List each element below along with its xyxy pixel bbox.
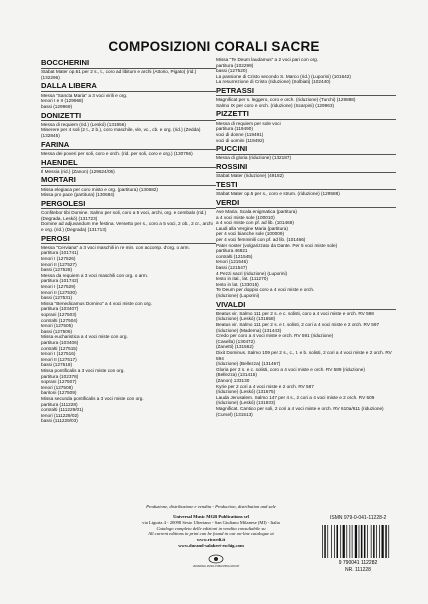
catalog-entry: Missa pontificalis a 3 voci miste con org. bbox=[41, 367, 125, 373]
catalog-entry: Stabat Mater op.5 per s., coro e strum. (riduzione) (129588) bbox=[216, 191, 340, 197]
barcode-bar bbox=[349, 525, 350, 558]
composer-heading: TESTI bbox=[216, 181, 396, 191]
catalog-entry: Laudi alla Vergine Maria (partitura) bbox=[216, 225, 288, 231]
catalog-entry: voci di uomini (119492) bbox=[216, 137, 265, 143]
catalog-entry: tenori I (127526) bbox=[41, 256, 76, 262]
composer-heading: MORTARI bbox=[41, 176, 216, 186]
catalog-entry: soprani (127507) bbox=[41, 379, 77, 385]
catalog-entry: La resurrezione di Cristo (riduzione) (Solbiati) (102440) bbox=[216, 79, 331, 85]
catalog-entry: Ave Maria. Scala enigmatica (partitura) bbox=[216, 209, 297, 215]
catalog-entry: (Zanetti) (131562) bbox=[216, 344, 254, 350]
catalog-entry: partitura (103406) bbox=[41, 339, 79, 345]
catalog-entry: partitura (103407) bbox=[41, 306, 79, 312]
footer-line-catalogue: Catalogo completo delle edizioni in vendita consultabile su bbox=[156, 526, 266, 531]
catalog-entry: Magnificat per s. leggero, coro e orch. (riduzione) (Turchi) (129888) bbox=[216, 97, 356, 103]
catalog-entry: Missa elegiaca per coro misto e org. (partitura) (130682) bbox=[41, 186, 158, 192]
catalog-entry: partitura (102378) bbox=[41, 373, 79, 379]
barcode-bar bbox=[322, 525, 323, 558]
footer-link-durand[interactable]: www.durand-salabert-eschig.com bbox=[178, 543, 244, 548]
composer-heading: PERGOLESI bbox=[41, 200, 216, 210]
footer-line-address: via Liguria 4 - 20098 Sesto Ulteriano - San Giuliano Milanese (MI) - Italia bbox=[142, 520, 280, 525]
catalog-entry: 4 Pezzi sacri (riduzione) (Luporini) bbox=[216, 270, 288, 276]
barcode-bar bbox=[364, 525, 366, 558]
catalog-entry: Messa dei poveri per soli, coro e orch. (rid. per soli, coro e org.) (130756) bbox=[41, 150, 193, 156]
universal-logo bbox=[192, 552, 240, 570]
catalog-entry: tenori I (127516) bbox=[41, 351, 76, 357]
catalog-entry: La passione di Cristo secondo S. Marco (rid.) (Luporini) (101642) bbox=[216, 73, 351, 79]
footer-line-catalogue-en: All current editions in print can be found in our on-line catalogue at bbox=[148, 531, 274, 536]
barcode-bar bbox=[331, 525, 332, 558]
composer-heading: BOCCHERINI bbox=[41, 59, 216, 69]
catalog-entry: partitura (101741) bbox=[41, 250, 79, 256]
catalog-entry: bassi (111229/03) bbox=[41, 418, 78, 424]
catalog-entry: per 4 voci femminili con pf. ad lib. (101466) bbox=[216, 237, 306, 243]
barcode-bar bbox=[385, 525, 387, 558]
catalog-entry: Messa di requiem (rid.) (Leskó) (131956) bbox=[41, 121, 126, 127]
catalog-number: NR. 111228 bbox=[345, 567, 371, 573]
footer-line-publisher: Universal Music MGB Publications srl bbox=[173, 514, 249, 519]
catalog-entry: Confitebor tibi Domine. Salmo per soli, coro a 5 voci, archi, org. e cembalo (rid.) (Degrada, Leskó) (131723) bbox=[41, 210, 207, 221]
barcode-bar bbox=[376, 525, 377, 558]
composer-heading: DONIZETTI bbox=[41, 112, 216, 122]
catalog-entry: contralti (121545) bbox=[216, 253, 253, 259]
catalog-entry: soprani (127503) bbox=[41, 312, 77, 317]
composer-heading: VERDI bbox=[216, 199, 396, 209]
composer-heading: ROSSINI bbox=[216, 163, 396, 173]
catalog-entry: Missa "Benedicamus Domino" a 4 voci miste con org. bbox=[41, 300, 152, 306]
right-column bbox=[216, 57, 396, 417]
catalog-entry: Lauda Jerusalem. Salmo 147 per 4 s., 2 cori a 4 voci miste e 2 orch. RV 609 (riduzione) (Leskó) (131933) bbox=[216, 394, 375, 406]
composer-heading: DALLA LIBERA bbox=[41, 82, 216, 92]
catalog-entry: testo in ital., lat. (111270) bbox=[216, 276, 268, 282]
catalog-entry: Salmo IX per coro e orch. (riduzione) (Scarpini) (129963) bbox=[216, 102, 335, 108]
barcode-bar bbox=[340, 525, 341, 558]
catalog-entry: Te Deum per doppio coro a 4 voci miste e orch. bbox=[216, 287, 315, 293]
ismn-label: ISMN 979-0-041-11228-2 bbox=[330, 515, 387, 521]
catalog-entry: Messa da requiem a 3 voci maschili con org. o arm. bbox=[41, 272, 149, 278]
barcode-bar bbox=[388, 525, 389, 558]
catalog-entry: Missa pro pace (partitura) (130684) bbox=[41, 192, 115, 198]
composer-heading: VIVALDI bbox=[216, 301, 396, 311]
catalog-entry: Domine ad adjuvandum me festina. Versetto per s., coro a 5 voci, 2 ob., 2 cr., archi e org. (rid.) (Degrada) (131713) bbox=[41, 221, 213, 232]
catalog-entry: Il Messia (rid.) (Zanon) (129624/05) bbox=[41, 168, 115, 174]
catalog-entry: Messa "Cerviana" a 3 voci maschili in re min. con accomp. d'org. o arm. bbox=[41, 244, 190, 250]
barcode-bar bbox=[382, 525, 384, 558]
barcode-bar bbox=[327, 525, 328, 558]
catalog-entry: Messa di gloria (riduzione) (132187) bbox=[216, 155, 292, 161]
catalog-entry: contralti (111229/01) bbox=[41, 407, 84, 413]
page-title: COMPOSIZIONI CORALI SACRE bbox=[108, 39, 320, 54]
barcode-bar bbox=[334, 525, 335, 558]
footer-line-production: Produzione, distribuzione e vendita - Production, distribution and sale bbox=[146, 504, 276, 509]
catalog-entry: tenori I (127529) bbox=[41, 284, 76, 290]
catalog-entry: bassi (127520) bbox=[216, 68, 248, 74]
barcode-digits: 9 790041 112282 bbox=[338, 560, 378, 566]
composer-heading: PETRASSI bbox=[216, 87, 396, 97]
barcode-bar bbox=[346, 525, 347, 558]
catalog-entry: partitura (119490) bbox=[216, 126, 253, 132]
catalog-entry: Stabat Mater (riduzione) (49182) bbox=[216, 173, 284, 179]
barcode-bar bbox=[361, 525, 363, 558]
barcode-bar bbox=[379, 525, 380, 558]
catalog-entry: Miserere per 4 soli (2 t., 2 b.), coro maschile, vle, vc., cb. e org. (rid.) (Zedda) (132845) bbox=[41, 127, 201, 139]
catalog-entry: Beatus vir. Salmo 111 per 2 s. e c. solisti, coro a 4 voci miste e orch. RV 598 (riduzione) (Leskó) (131658) bbox=[216, 310, 374, 322]
catalog-entry: tenori II (127527) bbox=[41, 261, 77, 267]
catalog-entry: Magnificat. Cantico per soli, 2 cori a 4 voci miste e orch. RV 610a/611 (riduzione) (Cursel) (131513) bbox=[216, 405, 384, 417]
catalog-entry: Gloria per 2 s. e c. solisti, coro a 4 voci miste e orch. RV 589 (riduzione) bbox=[216, 366, 365, 372]
catalog-entry: Messa "Sancta Maria" a 3 voci virili e org. bbox=[41, 92, 128, 98]
barcode-bar bbox=[359, 525, 360, 558]
catalog-entry: tenori (127508) bbox=[41, 384, 73, 390]
catalog-entry: tenori II (127530) bbox=[41, 289, 77, 295]
catalog-entry: tenori I e II (129968) bbox=[41, 98, 84, 104]
catalog-entry: Kyrie per 2 cori a 4 voci miste e 2 orch. RV 587 bbox=[216, 383, 314, 389]
catalog-entry: a 4 voci miste con pf. ad lib. (101468) bbox=[216, 220, 294, 226]
catalog-entry: tenori (111229/02) bbox=[41, 412, 79, 418]
barcode-bar bbox=[324, 525, 326, 558]
catalog-entry: partitura (111228) bbox=[41, 401, 78, 407]
barcode-bar bbox=[371, 525, 372, 558]
barcode bbox=[318, 523, 398, 565]
composer-heading: FARINA bbox=[41, 141, 216, 151]
composer-heading: PEROSI bbox=[41, 235, 216, 245]
barcode-bar bbox=[367, 525, 368, 558]
composer-heading: PUCCINI bbox=[216, 145, 396, 155]
catalog-entry: bassi (127506) bbox=[41, 328, 73, 334]
catalog-entry: a 4 voci miste sole (100010) bbox=[216, 214, 275, 220]
barcode-bar bbox=[352, 525, 353, 558]
catalog-entry: (Zanon) 133130 bbox=[216, 378, 250, 384]
catalog-entry: Missa eucharistica a 4 voci miste con org. bbox=[41, 334, 128, 340]
catalog-entry: contralti (127515) bbox=[41, 345, 78, 351]
catalog-entry: Credo per coro a 4 voci miste e orch. RV 591 (riduzione) bbox=[216, 333, 334, 339]
composer-heading: HAENDEL bbox=[41, 159, 216, 169]
catalog-entry: (riduzione) (Bellezza) (131467) bbox=[216, 361, 281, 367]
catalog-entry: Missa "Te Deum laudamus" a 2 voci pari con org. bbox=[216, 57, 319, 62]
catalog-entry: partitura 46821 bbox=[216, 248, 248, 254]
left-column bbox=[41, 57, 216, 424]
catalog-entry: baritoni (127509) bbox=[41, 390, 77, 396]
catalog-entry: tenori (121546) bbox=[216, 259, 248, 265]
catalog-entry: Stabat Mater op.61 per 2 s., t., coro ad libitum e archi (Attorio, Pigato) (rid.) (132296) bbox=[41, 69, 197, 80]
catalog-entry: partitura (102299) bbox=[216, 62, 254, 68]
catalog-entry: bassi (127528) bbox=[41, 267, 73, 273]
catalog-entry: per 4 voci bianche sole (100009) bbox=[216, 231, 285, 237]
catalog-entry: (riduzione) (Leskó) (131675) bbox=[216, 389, 276, 395]
footer-link-ricordi[interactable]: www.ricordi.it bbox=[196, 537, 226, 542]
catalog-entry: contralti (127504) bbox=[41, 317, 78, 323]
composer-heading: PIZZETTI bbox=[216, 110, 396, 120]
barcode-bar bbox=[355, 525, 357, 558]
catalog-entry: tenori (127505) bbox=[41, 323, 73, 329]
catalog-entry: bassi (127531) bbox=[41, 295, 73, 301]
catalog-entry: (Bellezza) (131415) bbox=[216, 372, 257, 378]
catalog-entry: (riduzione) (Luporini) bbox=[216, 293, 260, 298]
catalog-entry: Dixit Dominus. Salmo 109 per 2 s., c., t. e b. solisti, 2 cori a 4 voci miste e 2 orch. RV 594 bbox=[216, 350, 392, 361]
barcode-bar bbox=[337, 525, 339, 558]
catalog-entry: Missa secunda pontificalis a 3 voci miste con org. bbox=[41, 395, 144, 401]
barcode-bar bbox=[373, 525, 375, 558]
catalog-entry: Pater noster (volgarizzato da Dante. Per 5 voci miste sole) bbox=[216, 242, 338, 248]
catalog-entry: bassi (129969) bbox=[41, 103, 73, 109]
catalog-entry: bassi (127518) bbox=[41, 362, 73, 368]
catalog-entry: tenori II (127517) bbox=[41, 356, 77, 362]
catalog-entry: partitura (101742) bbox=[41, 278, 79, 284]
catalog-entry: voci di donne (119491) bbox=[216, 131, 264, 137]
logo-text: UNIVERSAL MUSIC PUBLISHING GROUP bbox=[192, 565, 240, 568]
catalog-entry: testo in lat. (133015) bbox=[216, 281, 259, 287]
catalog-entry: Messa di requiem per sole voci bbox=[216, 120, 281, 126]
catalog-entry: Beatus vir. Salmo 111 per 2 s. e t. solisti, 2 cori a 4 voci miste e 2 orch. RV 597 (riduzione) (Maderna) (131443) bbox=[216, 322, 380, 333]
barcode-bar bbox=[343, 525, 345, 558]
catalog-entry: bassi (121547) bbox=[216, 265, 248, 271]
catalog-entry: (Casella) (130472) bbox=[216, 338, 255, 344]
